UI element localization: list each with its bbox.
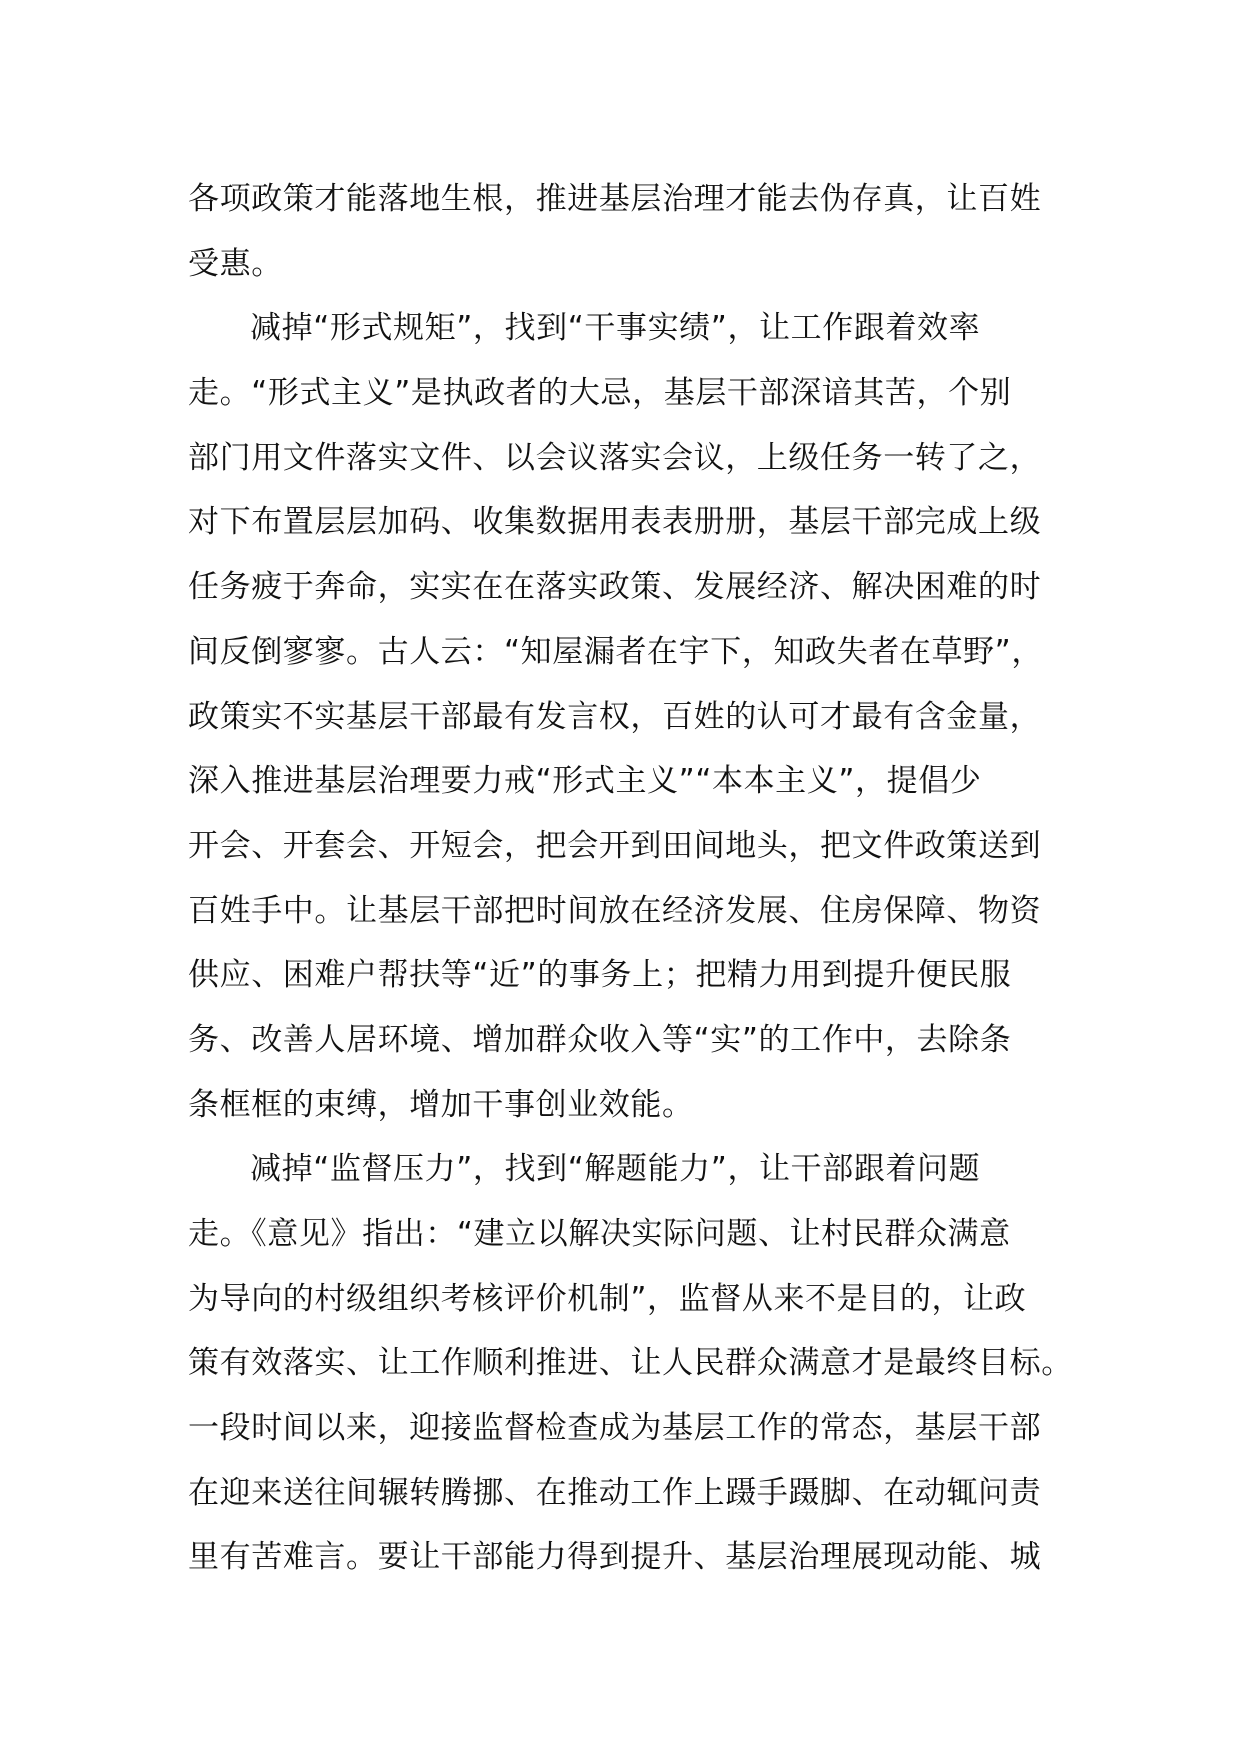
text-line: 在迎来送往间辗转腾挪、在推动工作上蹑手蹑脚、在动辄问责 (188, 1474, 1042, 1511)
body-text (188, 167, 1088, 1590)
text-line: 受惠。 (188, 245, 283, 282)
text-line: 里有苦难言。要让干部能力得到提升、基层治理展现动能、城 (188, 1539, 1042, 1576)
text-line: 为导向的村级组织考核评价机制”，监督从来不是目的，让政 (188, 1280, 1027, 1317)
text-line: 任务疲于奔命，实实在在落实政策、发展经济、解决困难的时 (188, 569, 1042, 606)
text-line: 百姓手中。让基层干部把时间放在经济发展、住房保障、物资 (188, 892, 1042, 929)
paragraph-start-line: 减掉“监督压力”，找到“解题能力”，让干部跟着问题 (250, 1151, 981, 1188)
paragraph-start-line: 减掉“形式规矩”，找到“干事实绩”，让工作跟着效率 (250, 310, 981, 347)
text-line: 开会、开套会、开短会，把会开到田间地头，把文件政策送到 (188, 827, 1042, 864)
text-line: 部门用文件落实文件、以会议落实会议，上级任务一转了之， (188, 439, 1042, 476)
text-line: 策有效落实、让工作顺利推进、让人民群众满意才是最终目标。 (188, 1345, 1073, 1382)
text-line: 各项政策才能落地生根，推进基层治理才能去伪存真，让百姓 (188, 181, 1042, 217)
text-line: 间反倒寥寥。古人云：“知屋漏者在宇下，知政失者在草野”， (188, 633, 1043, 670)
text-line: 深入推进基层治理要力戒“形式主义”“本本主义”，提倡少 (188, 763, 982, 800)
text-line: 走。《意见》指出：“建立以解决实际问题、让村民群众满意 (188, 1216, 1011, 1252)
text-line: 对下布置层层加码、收集数据用表表册册，基层干部完成上级 (188, 504, 1042, 541)
text-line: 一段时间以来，迎接监督检查成为基层工作的常态，基层干部 (188, 1410, 1042, 1447)
text-line: 走。“形式主义”是执政者的大忌，基层干部深谙其苦，个别 (188, 375, 1012, 412)
text-line: 供应、困难户帮扶等“近”的事务上；把精力用到提升便民服 (188, 957, 1012, 994)
text-line: 条框框的束缚，增加干事创业效能。 (188, 1086, 694, 1123)
text-line: 政策实不实基层干部最有发言权，百姓的认可才最有含金量， (188, 698, 1042, 735)
text-line: 务、改善人居环境、增加群众收入等“实”的工作中，去除条 (188, 1021, 1012, 1058)
